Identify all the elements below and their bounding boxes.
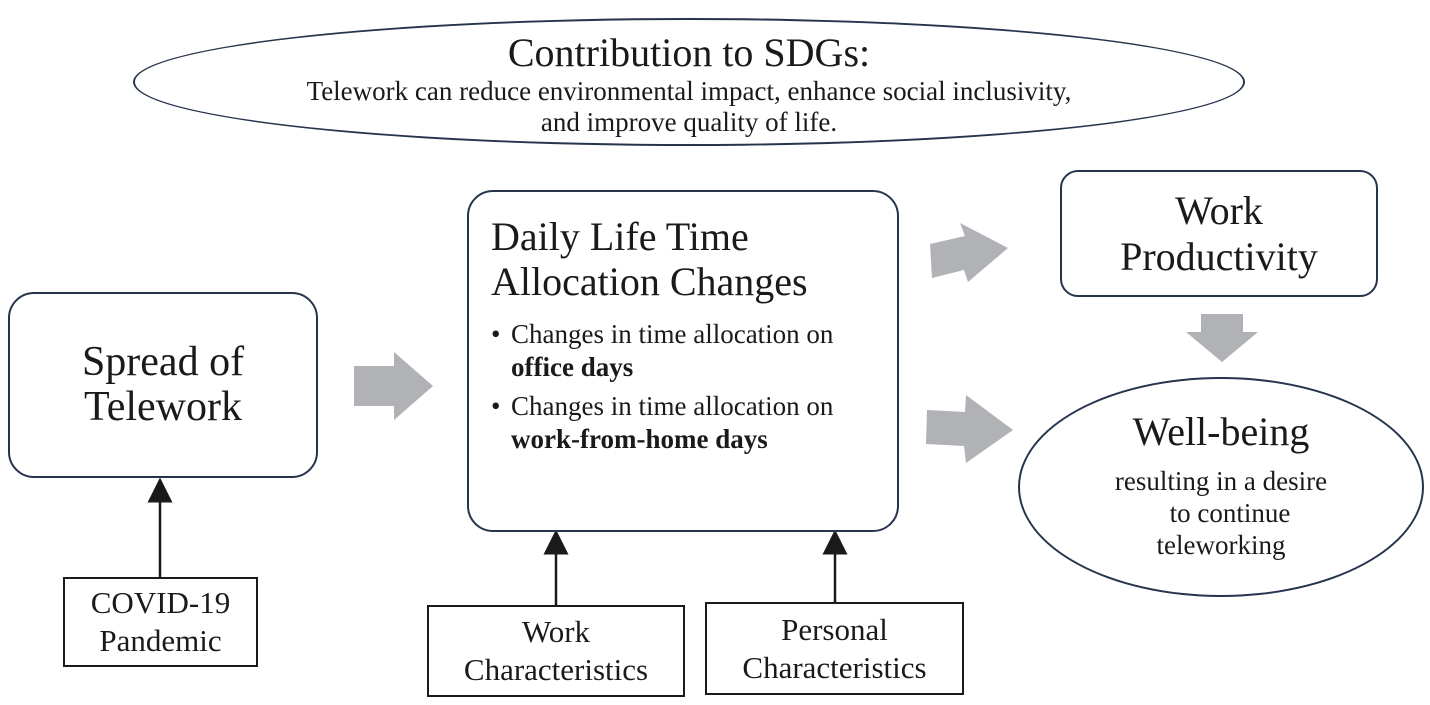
personal-characteristics-box bbox=[705, 602, 964, 695]
daily-title-line-1: Daily Life Time bbox=[491, 214, 749, 259]
productivity-line-1: Work bbox=[1175, 187, 1263, 233]
bullet-wfh-bold: work-from-home days bbox=[511, 424, 768, 454]
covid-line-2: Pandemic bbox=[99, 623, 222, 658]
daily-to-productivity-block-arrow bbox=[930, 223, 1008, 282]
covid-19-pandemic-box bbox=[63, 577, 258, 667]
bullet-wfh-text: Changes in time allocation on bbox=[511, 391, 834, 421]
daily-life-time-allocation-box bbox=[467, 190, 899, 532]
work-char-line-2: Characteristics bbox=[463, 652, 649, 687]
spread-to-daily-block-arrow bbox=[354, 352, 433, 420]
sdg-description bbox=[307, 76, 1072, 138]
spread-label-line-1: Spread of bbox=[81, 339, 245, 385]
work-productivity-box bbox=[1060, 170, 1378, 297]
covid-line-1: COVID-19 bbox=[90, 585, 231, 620]
well-being-title: Well-being bbox=[1132, 409, 1310, 454]
spread-of-telework-box bbox=[8, 292, 318, 478]
work-characteristics-box bbox=[427, 605, 685, 697]
productivity-to-wellbeing-block-arrow bbox=[1186, 314, 1258, 362]
bullet-office-bold: office days bbox=[511, 352, 634, 382]
well-being-description bbox=[1020, 465, 1422, 561]
sdg-description-line-1: Telework can reduce environmental impact, enhance social inclusivity, bbox=[306, 76, 1072, 106]
well-being-line-3: teleworking bbox=[1156, 530, 1286, 560]
daily-title-line-2: Allocation Changes bbox=[491, 259, 808, 304]
daily-to-wellbeing-block-arrow bbox=[926, 395, 1013, 463]
bullet-dot: • bbox=[491, 391, 501, 421]
well-being-line-2: to continue bbox=[1169, 498, 1291, 528]
spread-label-line-2: Telework bbox=[84, 384, 242, 430]
bullet-wfh-days bbox=[491, 390, 877, 456]
work-char-line-1: Work bbox=[521, 614, 591, 649]
bullet-office-text: Changes in time allocation on bbox=[511, 319, 834, 349]
personal-char-line-2: Characteristics bbox=[742, 649, 927, 685]
productivity-line-2: Productivity bbox=[1120, 233, 1318, 279]
bullet-dot: • bbox=[491, 319, 501, 349]
personal-char-line-1: Personal bbox=[781, 611, 888, 647]
sdg-title: Contribution to SDGs: bbox=[507, 30, 871, 75]
well-being-ellipse bbox=[1018, 377, 1424, 597]
bullet-office-days bbox=[491, 318, 877, 384]
sdg-description-line-2: and improve quality of life. bbox=[540, 107, 838, 137]
daily-title bbox=[491, 214, 877, 304]
well-being-line-1: resulting in a desire bbox=[1114, 466, 1328, 496]
sdg-contribution-ellipse bbox=[133, 18, 1245, 146]
